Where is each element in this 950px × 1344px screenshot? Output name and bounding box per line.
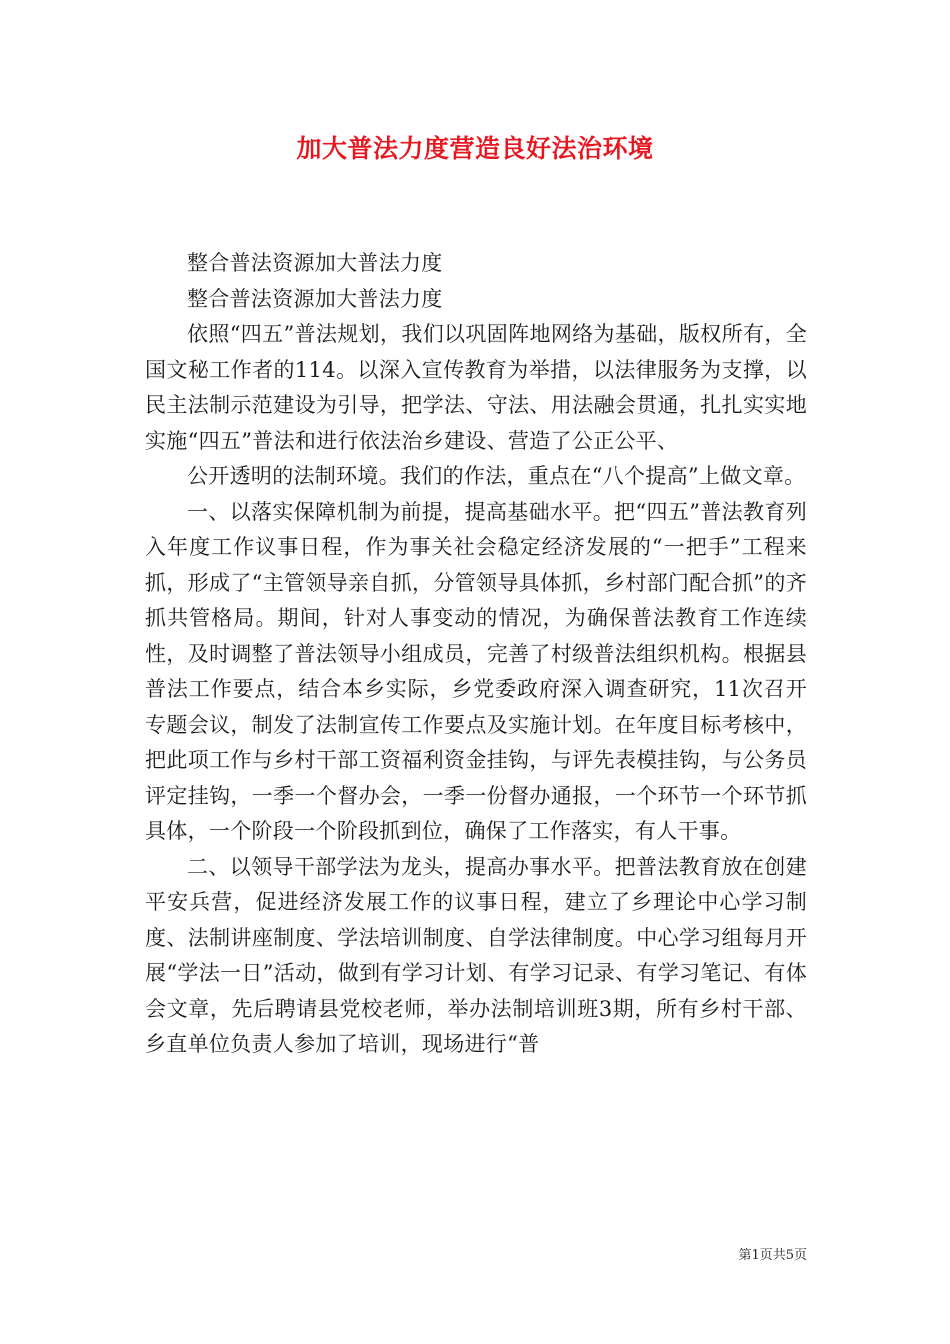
paragraph: 整合普法资源加大普法力度 (187, 286, 443, 311)
page-number-footer: 第1页共5页 (738, 1248, 807, 1263)
document-body (145, 246, 807, 1063)
paragraph: 公开透明的法制环境。我们的作法，重点在“八个提高”上做文章。 (187, 464, 806, 488)
document-title: 加大普法力度营造良好法治环境 (296, 134, 654, 163)
paragraph: 一、以落实保障机制为前提，提高基础水平。把“四五”普法教育列入年度工作议事日程，作为事关社会稳定经济发展的“一把手”工程来抓，形成了“主管领导亲自抓，分管领导具体抓，乡村部门配合抓”的齐抓共管格局。期间，针对人事变动的情况，为确保普法教育工作连续性，及时调整了普法领导小组成员，完善了村级普法组织机构。根据县普法工作要点，结合本乡实际，乡党委政府深入调查研究，11次召开专题会议，制发了法制宣传工作要点及实施计划。在年度目标考核中，把此项工作与乡村干部工资福利资金挂钩，与评先表模挂钩，与公务员评定挂钩，一季一个督办会，一季一份督办通报，一个环节一个环节抓具体，一个阶段一个阶段抓到位，确保了工作落实，有人干事。 (145, 499, 807, 843)
paragraph: 整合普法资源加大普法力度 (187, 251, 443, 275)
paragraph: 二、以领导干部学法为龙头，提高办事水平。把普法教育放在创建平安兵营，促进经济发展工作的议事日程，建立了乡理论中心学习制度、法制讲座制度、学法培训制度、自学法律制度。中心学习组每月开展“学法一日”活动，做到有学习计划、有学习记录、有学习笔记、有体会文章，先后聘请县党校老师，举办法制培训班3期，所有乡村干部、乡直单位负责人参加了培训，现场进行“普 (145, 854, 807, 1056)
paragraph: 依照“四五”普法规划，我们以巩固阵地网络为基础，版权所有，全国文秘工作者的114。以深入宣传教育为举措，以法律服务为支撑，以民主法制示范建设为引导，把学法、守法、用法融会贯通，扎扎实实地实施“四五”普法和进行依法治乡建设、营造了公正公平、 (145, 322, 807, 453)
